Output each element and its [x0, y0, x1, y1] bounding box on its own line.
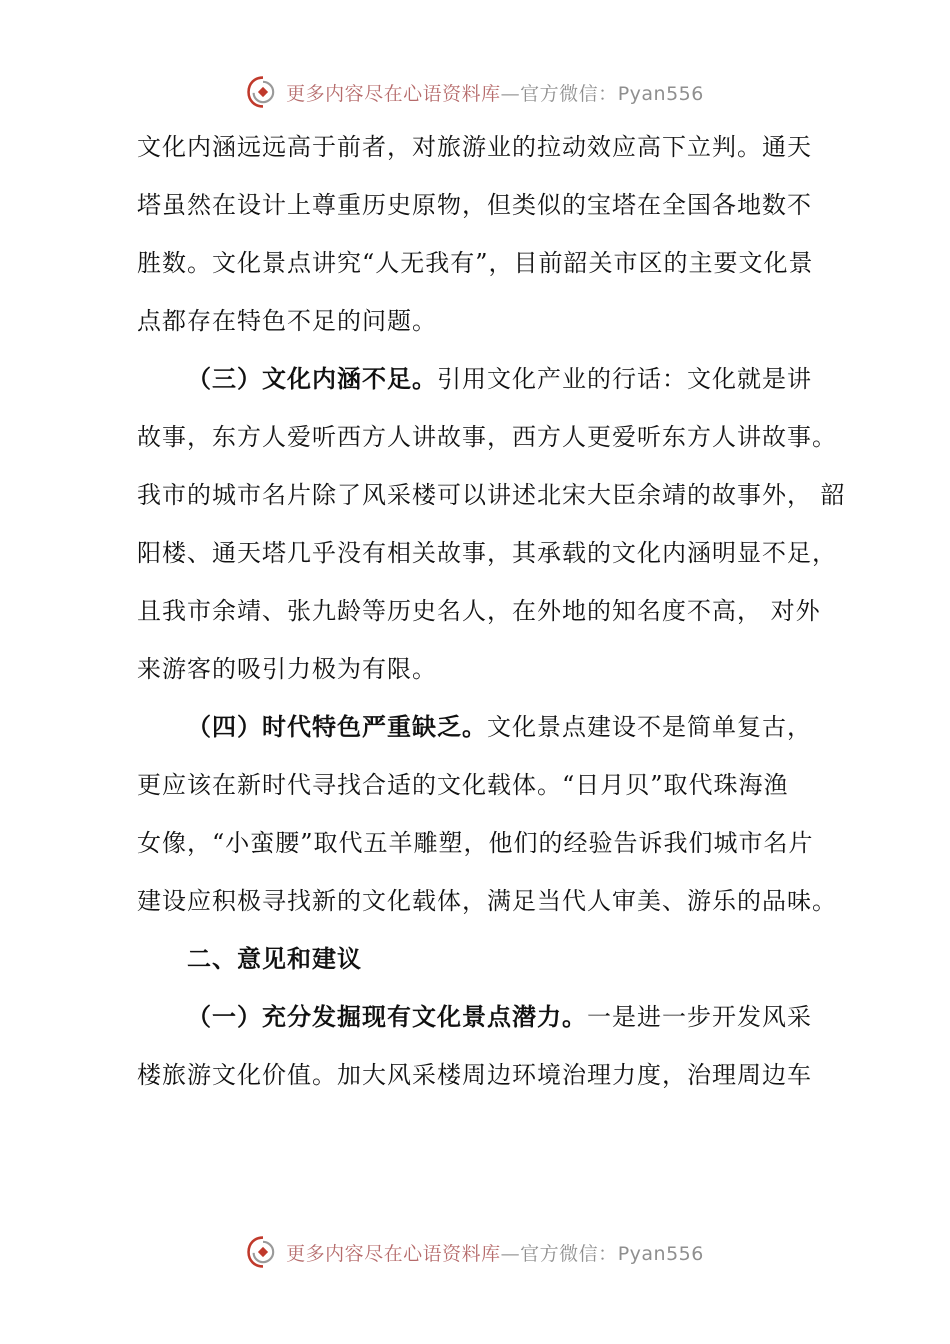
brand-logo-icon — [246, 1235, 280, 1269]
paragraph-line-14: 建设应积极寻找新的文化载体，满足当代人审美、游乐的品味。 — [137, 887, 837, 915]
section-three-line: （三）文化内涵不足。引用文化产业的行话：文化就是讲 — [187, 365, 812, 393]
chapter-two-line — [137, 930, 827, 988]
header-banner-content — [246, 75, 704, 109]
paragraph-line-3: 胜数。文化景点讲究“人无我有”，目前韶关市区的主要文化景 — [137, 249, 814, 277]
footer-banner-wechat-label: 官方微信： — [520, 1242, 618, 1265]
footer-banner-dash: — — [500, 1242, 521, 1265]
footer-banner-text — [286, 1239, 704, 1266]
paragraph-line-4: 点都存在特色不足的问题。 — [137, 307, 437, 335]
header-banner-title: 更多内容尽在心语资料库 — [286, 82, 501, 105]
header-banner — [0, 72, 950, 112]
subsection-one-line: （一）充分发掘现有文化景点潜力。一是进一步开发风采 — [187, 1003, 812, 1031]
paragraph-line-12: 更应该在新时代寻找合适的文化载体。“日月贝”取代珠海渔 — [137, 771, 789, 799]
subsection-one-heading: （一）充分发掘现有文化景点潜力。 — [187, 1003, 587, 1031]
paragraph-line-13: 女像，“小蛮腰”取代五羊雕塑，他们的经验告诉我们城市名片 — [137, 829, 814, 857]
header-banner-wechat-label: 官方微信： — [520, 82, 618, 105]
footer-banner-title: 更多内容尽在心语资料库 — [286, 1242, 501, 1265]
paragraph-line-9: 且我市余靖、张九龄等历史名人，在外地的知名度不高， 对外 — [137, 597, 821, 625]
section-four-line: （四）时代特色严重缺乏。文化景点建设不是简单复古， — [187, 713, 812, 741]
footer-banner — [0, 1232, 950, 1272]
section-four-heading: （四）时代特色严重缺乏。 — [187, 713, 487, 741]
brand-logo-icon — [246, 75, 280, 109]
paragraph-line-17: 楼旅游文化价值。加大风采楼周边环境治理力度，治理周边车 — [137, 1061, 812, 1089]
footer-banner-content — [246, 1235, 704, 1269]
paragraph-line-7: 我市的城市名片除了风采楼可以讲述北宋大臣余靖的故事外， 韶 — [137, 481, 846, 509]
paragraph-line-10: 来游客的吸引力极为有限。 — [137, 655, 437, 683]
header-banner-wechat-id: Pyan556 — [617, 82, 704, 105]
paragraph-line-6: 故事，东方人爱听西方人讲故事，西方人更爱听东方人讲故事。 — [137, 423, 837, 451]
paragraph-line-8: 阳楼、通天塔几乎没有相关故事，其承载的文化内涵明显不足， — [137, 539, 837, 567]
document-body — [137, 118, 846, 1104]
header-banner-text — [286, 79, 704, 106]
paragraph-line-2: 塔虽然在设计上尊重历史原物，但类似的宝塔在全国各地数不 — [137, 191, 812, 219]
chapter-two-heading: 二、意见和建议 — [187, 945, 362, 973]
header-banner-dash: — — [500, 82, 521, 105]
paragraph-line-1: 文化内涵远远高于前者，对旅游业的拉动效应高下立判。通天 — [137, 133, 812, 161]
footer-banner-wechat-id: Pyan556 — [617, 1242, 704, 1265]
section-three-heading: （三）文化内涵不足。 — [187, 365, 437, 393]
